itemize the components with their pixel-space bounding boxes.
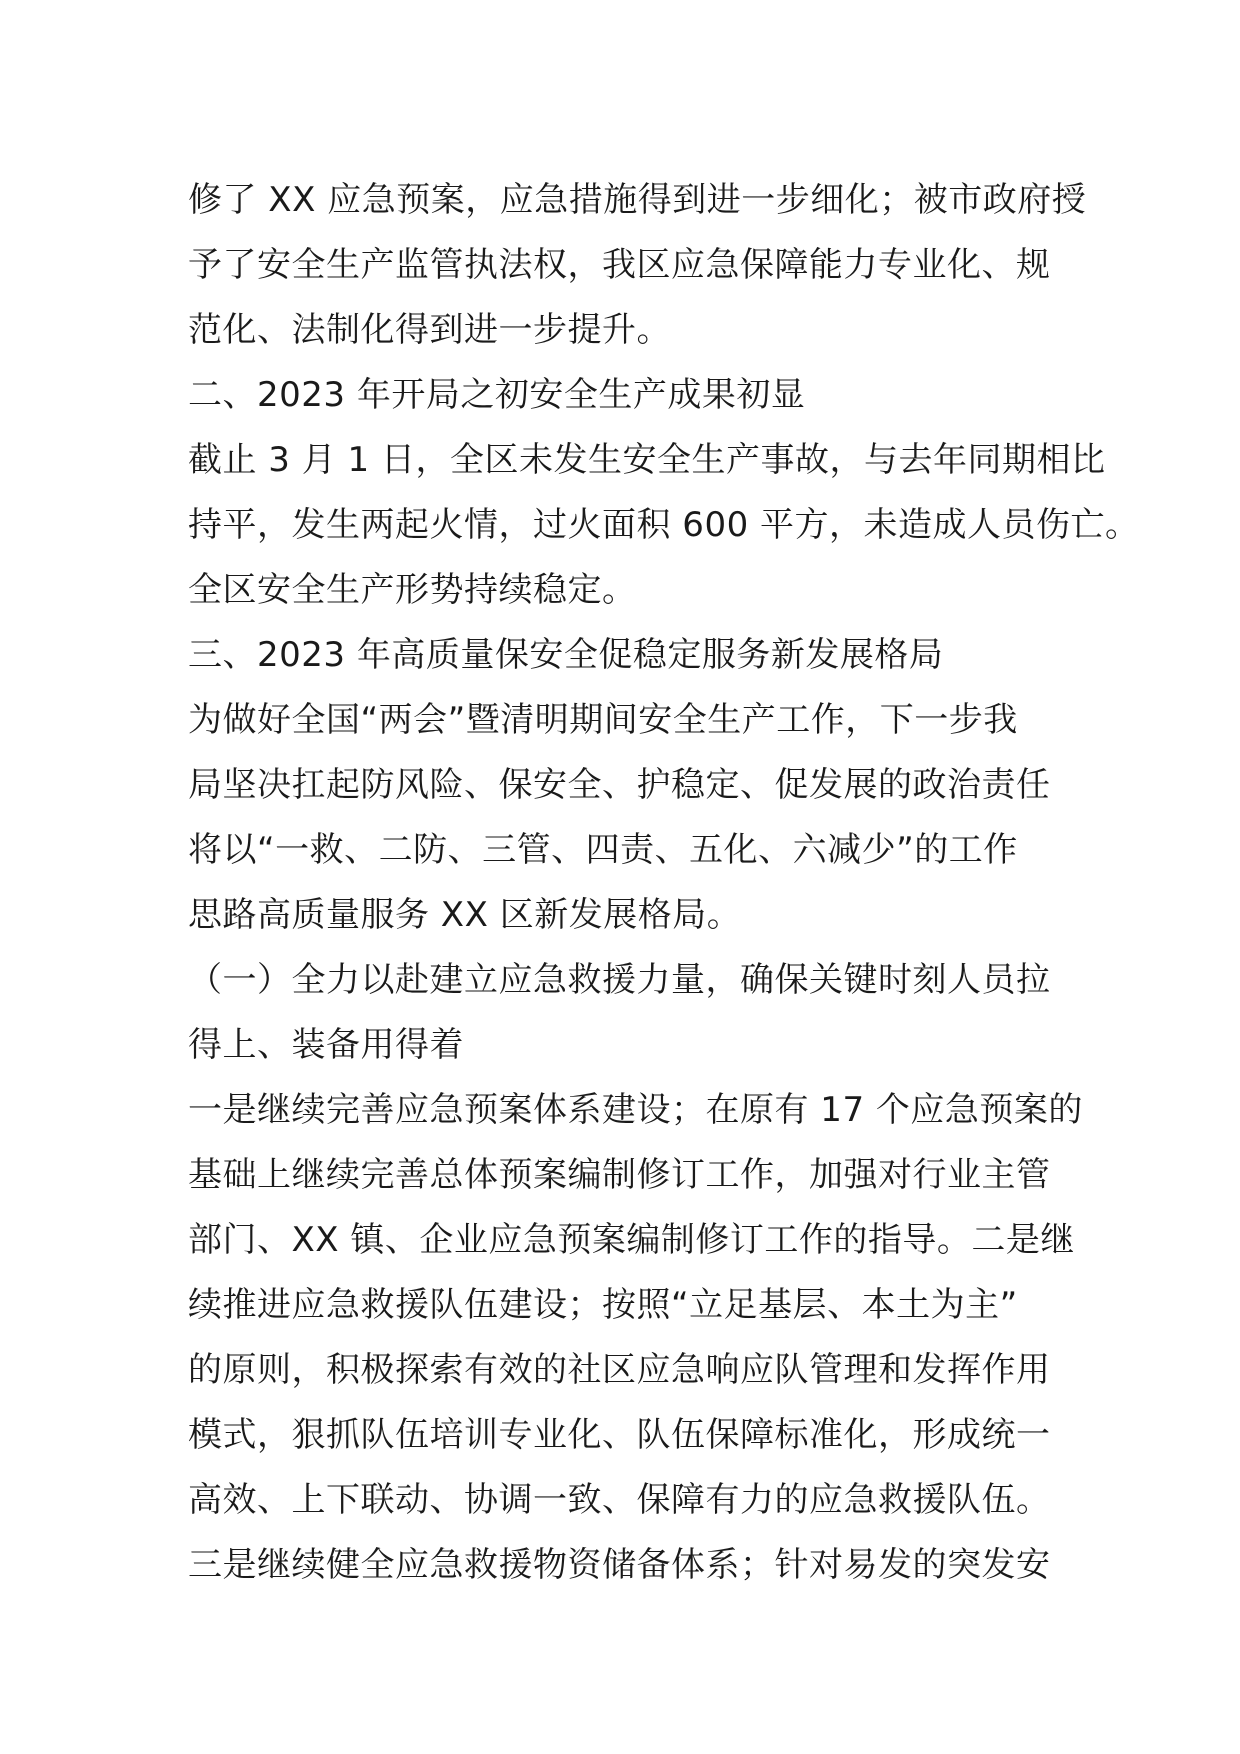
- text-line: 局坚决扛起防风险、保安全、护稳定、促发展的政治责任: [188, 765, 1051, 805]
- text-line: 持平，发生两起火情，过火面积 600 平方，未造成人员伤亡。: [188, 505, 1140, 545]
- text-line: 续推进应急救援队伍建设；按照“立足基层、本土为主”: [188, 1285, 1018, 1325]
- text-line: 范化、法制化得到进一步提升。: [188, 310, 671, 350]
- section-heading: 二、2023 年开局之初安全生产成果初显: [188, 375, 806, 415]
- subsection-heading: 得上、装备用得着: [188, 1025, 464, 1065]
- subsection-heading: （一）全力以赴建立应急救援力量，确保关键时刻人员拉: [188, 960, 1051, 1000]
- text-line: 的原则，积极探索有效的社区应急响应队管理和发挥作用: [188, 1350, 1051, 1390]
- text-line: 将以“一救、二防、三管、四责、五化、六减少”的工作: [188, 830, 1018, 870]
- document-body: [188, 168, 1140, 1598]
- section-heading: 三、2023 年高质量保安全促稳定服务新发展格局: [188, 635, 944, 675]
- text-line: 全区安全生产形势持续稳定。: [188, 570, 637, 610]
- text-line: 截止 3 月 1 日，全区未发生安全生产事故，与去年同期相比: [188, 440, 1106, 480]
- text-line: 三是继续健全应急救援物资储备体系；针对易发的突发安: [188, 1545, 1051, 1585]
- text-line: 思路高质量服务 XX 区新发展格局。: [188, 895, 742, 935]
- text-line: 模式，狠抓队伍培训专业化、队伍保障标准化，形成统一: [188, 1415, 1051, 1455]
- text-line: 为做好全国“两会”暨清明期间安全生产工作，下一步我: [188, 700, 1018, 740]
- text-line: 高效、上下联动、协调一致、保障有力的应急救援队伍。: [188, 1480, 1051, 1520]
- text-line: 基础上继续完善总体预案编制修订工作，加强对行业主管: [188, 1155, 1051, 1195]
- text-line: 予了安全生产监管执法权，我区应急保障能力专业化、规: [188, 245, 1051, 285]
- text-line: 一是继续完善应急预案体系建设；在原有 17 个应急预案的: [188, 1090, 1083, 1130]
- text-line: 部门、XX 镇、企业应急预案编制修订工作的指导。二是继: [188, 1220, 1075, 1260]
- text-line: 修了 XX 应急预案，应急措施得到进一步细化；被市政府授: [188, 180, 1087, 220]
